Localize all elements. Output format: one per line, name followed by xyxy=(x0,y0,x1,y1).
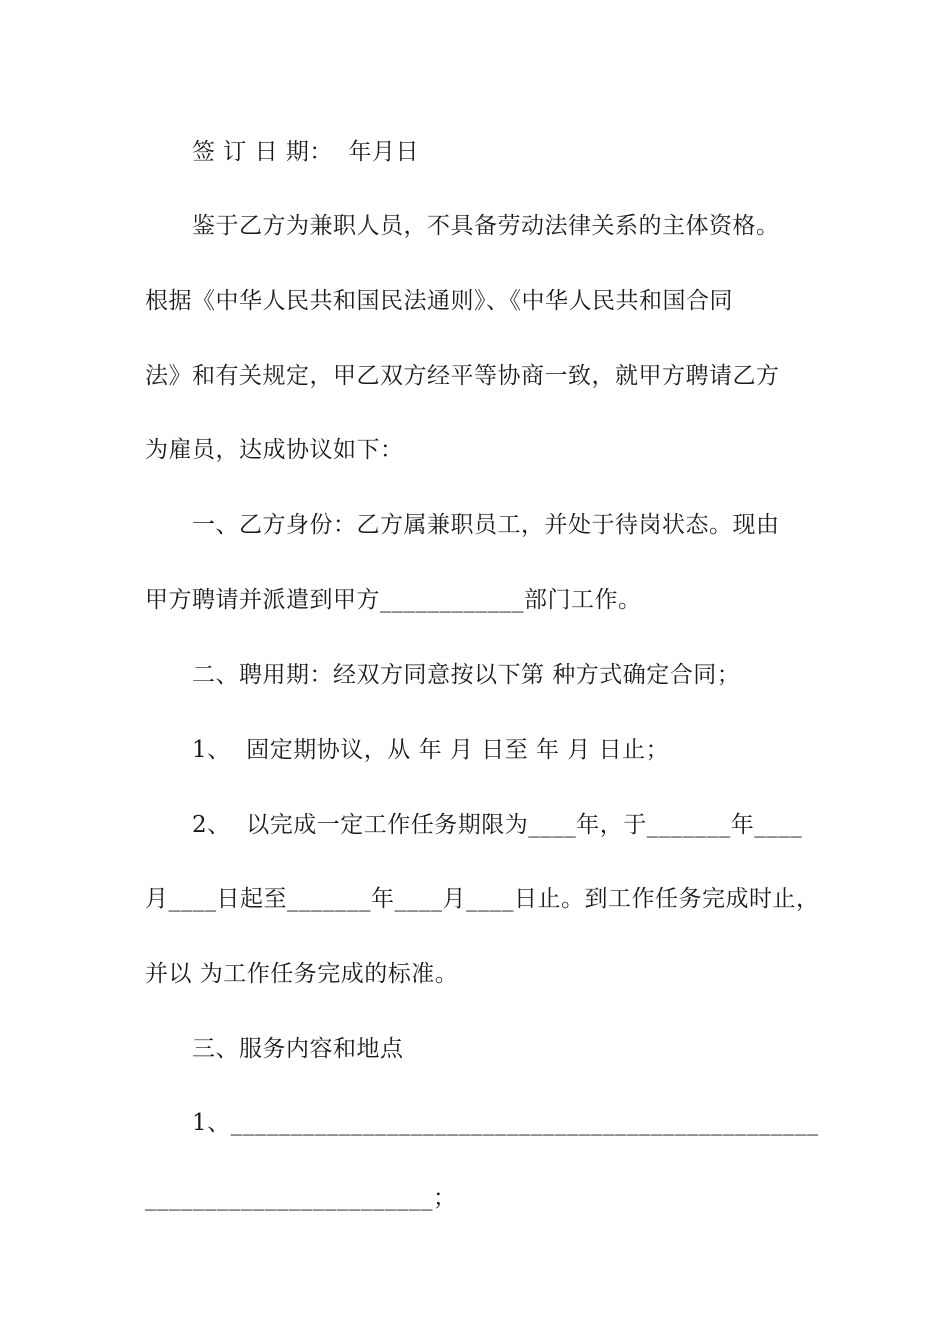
preamble-line-2: 根据《中华人民共和国民法通则》、《中华人民共和国合同 xyxy=(145,288,733,314)
preamble-line-4: 为雇员，达成协议如下： xyxy=(145,437,404,463)
clause-1-line-1: 一、乙方身份：乙方属兼职员工，并处于待岗状态。现由 xyxy=(192,512,780,538)
clause-3-item-1-line-2: ________________________； xyxy=(145,1185,457,1211)
clause-3-heading: 三、服务内容和地点 xyxy=(192,1036,404,1062)
preamble-line-1: 鉴于乙方为兼职人员，不具备劳动法律关系的主体资格。 xyxy=(192,213,780,239)
clause-3-item-1-line-1: 1、_________________________________________________ xyxy=(192,1110,819,1136)
clause-2-item-2-line-3: 并以 为工作任务完成的标准。 xyxy=(145,961,459,987)
preamble-line-3: 法》和有关规定，甲乙双方经平等协商一致，就甲方聘请乙方 xyxy=(145,363,780,389)
clause-2-item-2-line-1: 2、 以完成一定工作任务期限为____年，于_______年____ xyxy=(192,812,803,838)
clause-2-item-2-line-2: 月____日起至_______年____月____日止。到工作任务完成时止， xyxy=(145,886,820,912)
clause-2-heading: 二、聘用期：经双方同意按以下第 种方式确定合同； xyxy=(192,662,741,688)
clause-2-item-1: 1、 固定期协议，从 年 月 日至 年 月 日止； xyxy=(192,737,670,763)
clause-1-line-2: 甲方聘请并派遣到甲方____________部门工作。 xyxy=(145,587,642,613)
signing-date-line: 签 订 日 期： 年月日 xyxy=(192,139,420,165)
